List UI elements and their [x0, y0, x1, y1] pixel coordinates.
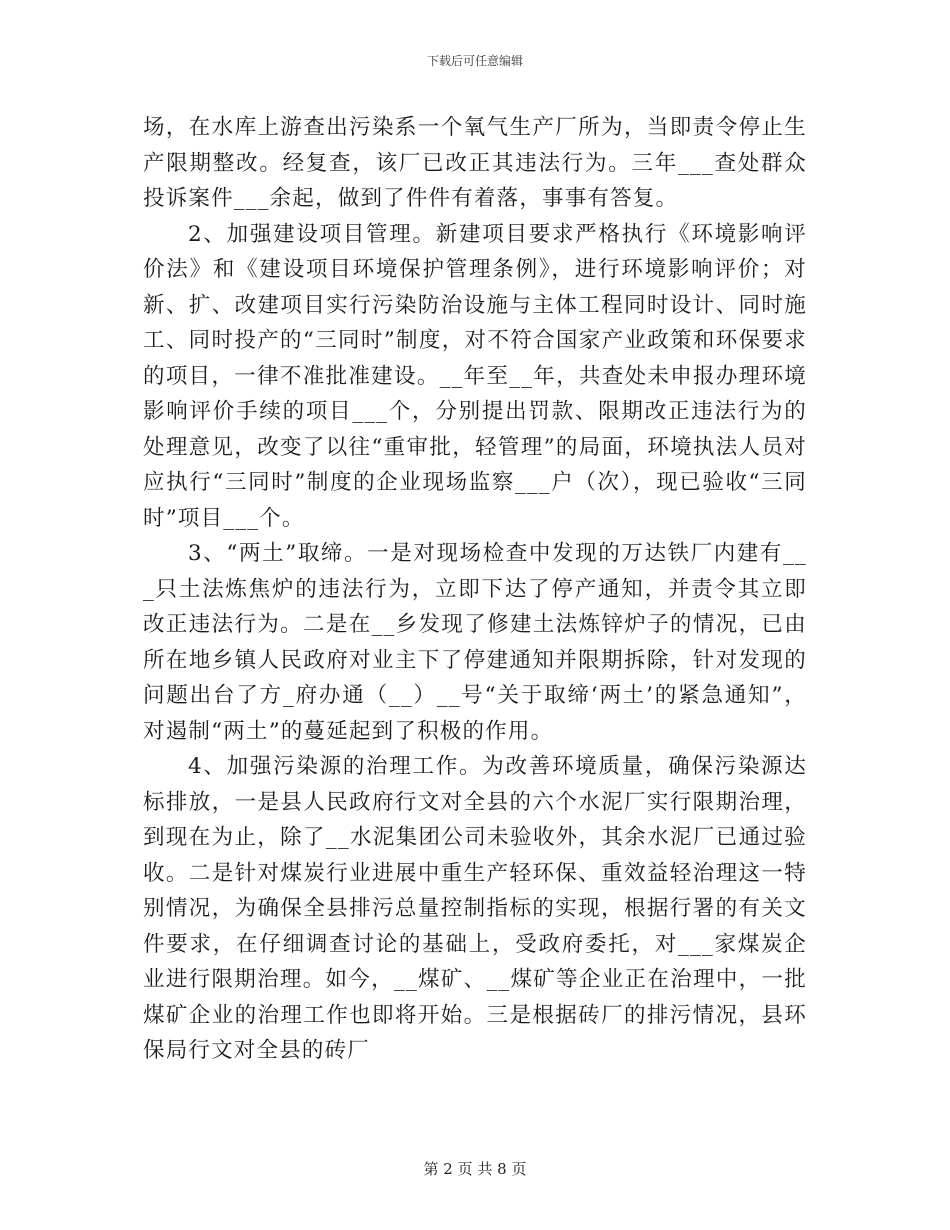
paragraph-continuation: 场，在水库上游查出污染系一个氧气生产厂所为，当即责令停止生产限期整改。经复查，该厂已改正其违法行为。三年___查处群众投诉案件___余起，做到了件件有着落，事事有答复。: [143, 115, 807, 211]
paragraph-project-management: 2、加强建设项目管理。新建项目要求严格执行《环境影响评价法》和《建设项目环境保护管理条例》，进行环境影响评价；对新、扩、改建项目实行污染防治设施与主体工程同时设计、同时施工、同时投产的“三同时”制度，对不符合国家产业政策和环保要求的项目，一律不准批准建设。__年至__年，共查处未申报办理环境影响评价手续的项目___个，分别提出罚款、限期改正违法行为的处理意见，改变了以往“重审批，轻管理”的局面，环境执法人员对应执行“三同时”制度的企业现场监察___户（次），现已验收“三同时”项目___个。: [143, 221, 807, 531]
page-header: 下载后可任意编辑: [426, 54, 523, 68]
page-number: 第 2 页 共 8 页: [423, 1160, 527, 1178]
paragraph-pollution-control: 4、加强污染源的治理工作。为改善环境质量，确保污染源达标排放，一是县人民政府行文对全县的六个水泥厂实行限期治理，到现在为止，除了__水泥集团公司未验收外，其余水泥厂已通过验收。二是针对煤炭行业进展中重生产轻环保、重效益轻治理这一特别情况，为确保全县排污总量控制指标的实现，根据行署的有关文件要求，在仔细调查讨论的基础上，受政府委托，对___家煤炭企业进行限期治理。如今，__煤矿、__煤矿等企业正在治理中，一批煤矿企业的治理工作也即将开始。三是根据砖厂的排污情况，县环保局行文对全县的砖厂: [143, 754, 807, 1063]
paragraph-liangtu-ban: 3、“两土”取缔。一是对现场检查中发现的万达铁厂内建有___只土法炼焦炉的违法行为，立即下达了停产通知，并责令其立即改正违法行为。二是在__乡发现了修建土法炼锌炉子的情况，已由所在地乡镇人民政府对业主下了停建通知并限期拆除，针对发现的问题出台了方_府办通（__）__号“关于取缔‘两土’的紧急通知”，对遏制“两土”的蔓延起到了积极的作用。: [143, 541, 807, 744]
document-body: [143, 110, 807, 1069]
